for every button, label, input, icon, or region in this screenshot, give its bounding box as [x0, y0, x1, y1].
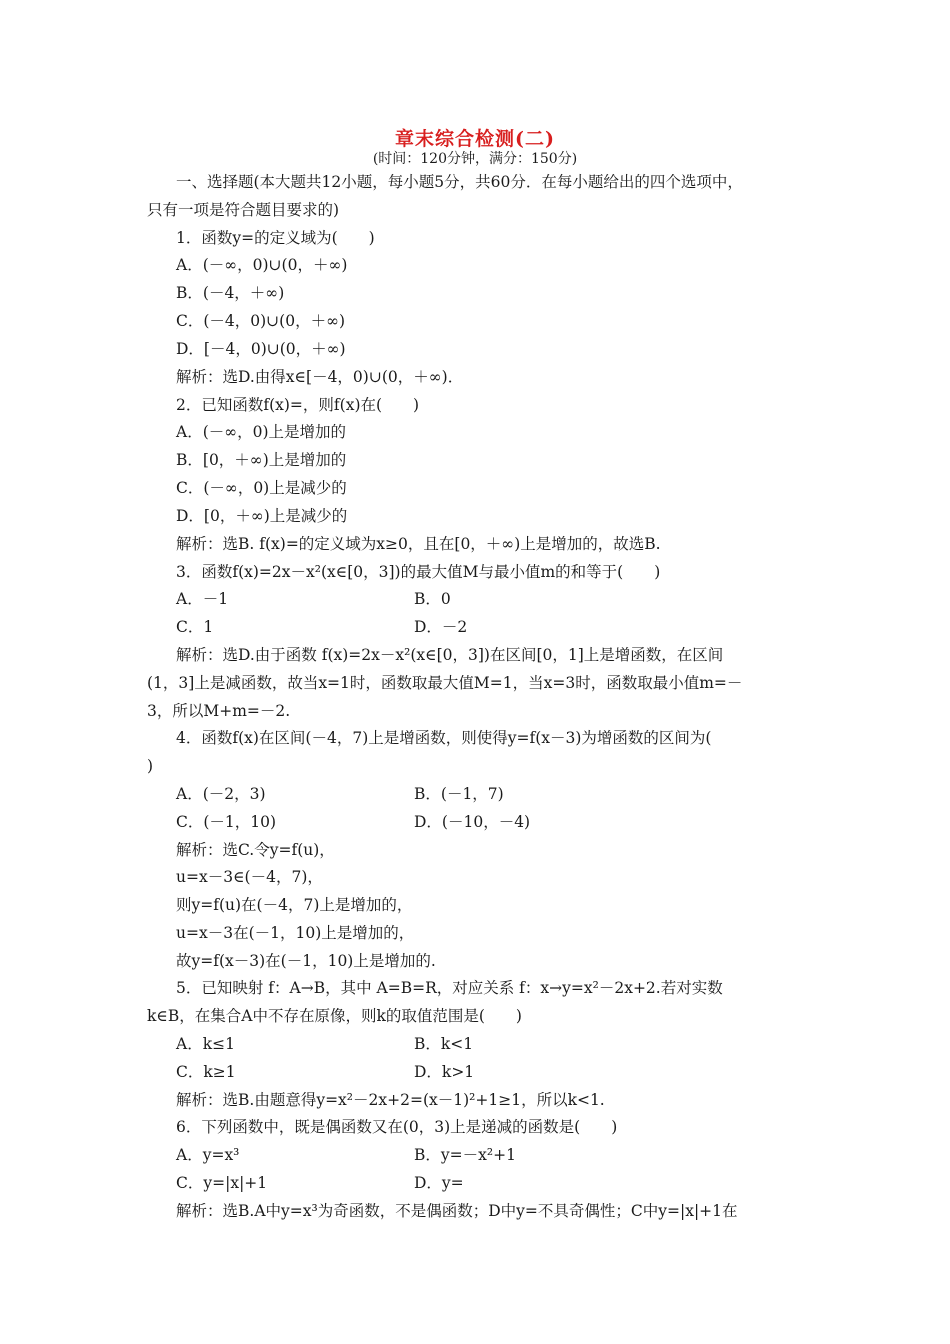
q1-stem: 1．函数y=的定义域为( ) — [176, 229, 375, 247]
q2-option-a: A．(－∞，0)上是增加的 — [176, 423, 347, 441]
q4-stem-cont: ) — [147, 757, 154, 775]
q1-option-c: C．(－4，0)∪(0，＋∞) — [176, 312, 346, 330]
q3-option-d: D．－2 — [414, 618, 468, 636]
q6-option-b: B．y=－x²+1 — [414, 1146, 516, 1164]
q4-solution: 解析：选C.令y=f(u)， — [176, 841, 335, 859]
q3-stem: 3．函数f(x)=2x－x²(x∈[0，3])的最大值M与最小值m的和等于( ) — [176, 563, 661, 581]
q1-solution: 解析：选D.由得x∈[－4，0)∪(0，＋∞)． — [176, 368, 464, 386]
q1-option-d: D．[－4，0)∪(0，＋∞) — [176, 340, 346, 358]
section-heading-cont: 只有一项是符合题目要求的) — [147, 201, 340, 219]
q4-solution-line: 则y=f(u)在(－4，7)上是增加的， — [176, 896, 413, 914]
q6-option-d: D．y= — [414, 1174, 464, 1192]
q1-option-b: B．(－4，＋∞) — [176, 284, 285, 302]
q5-option-d: D．k>1 — [414, 1063, 475, 1081]
q5-stem-cont: k∈B，在集合A中不存在原像，则k的取值范围是( ) — [147, 1007, 522, 1025]
q4-solution-line: u=x－3∈(－4，7)， — [176, 868, 323, 886]
q5-solution: 解析：选B.由题意得y=x²－2x+2=(x－1)²+1≥1，所以k<1. — [176, 1091, 605, 1109]
q4-option-d: D．(－10，－4) — [414, 813, 531, 831]
q2-option-c: C．(－∞，0)上是减少的 — [176, 479, 347, 497]
q3-solution-cont: 3，所以M+m=－2. — [147, 702, 291, 720]
q6-stem: 6．下列函数中，既是偶函数又在(0，3)上是递减的函数是( ) — [176, 1118, 618, 1136]
q5-option-a: A．k≤1 — [176, 1035, 235, 1053]
q5-option-b: B．k<1 — [414, 1035, 474, 1053]
document-title: 章末综合检测(二) — [395, 128, 555, 150]
q4-option-a: A．(－2，3) — [176, 785, 266, 803]
q2-stem: 2．已知函数f(x)=，则f(x)在( ) — [176, 396, 420, 414]
q3-solution: 解析：选D.由于函数 f(x)=2x－x²(x∈[0，3])在区间[0，1]上是增函数，在区间 — [176, 646, 724, 664]
q2-solution: 解析：选B. f(x)=的定义域为x≥0，且在[0，＋∞)上是增加的，故选B. — [176, 535, 661, 553]
q5-stem: 5．已知映射 f：A→B，其中 A=B=R，对应关系 f：x→y=x²－2x+2.若对实数 — [176, 979, 723, 997]
q3-option-c: C．1 — [176, 618, 214, 636]
q4-option-c: C．(－1，10) — [176, 813, 277, 831]
q6-solution: 解析：选B.A中y=x³为奇函数，不是偶函数；D中y=不具奇偶性；C中y=|x|+1在 — [176, 1202, 738, 1220]
q3-option-b: B．0 — [414, 590, 451, 608]
q4-solution-line: 故y=f(x－3)在(－1，10)上是增加的. — [176, 952, 436, 970]
q6-option-c: C．y=|x|+1 — [176, 1174, 268, 1192]
q6-option-a: A．y=x³ — [176, 1146, 240, 1164]
q4-option-b: B．(－1，7) — [414, 785, 504, 803]
q5-option-c: C．k≥1 — [176, 1063, 236, 1081]
section-heading: 一、选择题(本大题共12小题，每小题5分，共60分．在每小题给出的四个选项中， — [176, 173, 743, 191]
q3-solution-cont: (1，3]上是减函数，故当x=1时，函数取最大值M=1，当x=3时，函数取最小值m=－ — [147, 674, 743, 692]
document-subtitle: (时间：120分钟，满分：150分) — [372, 151, 578, 167]
q2-option-d: D．[0，＋∞)上是减少的 — [176, 507, 348, 525]
q1-option-a: A．(－∞，0)∪(0，＋∞) — [176, 256, 348, 274]
q3-option-a: A．－1 — [176, 590, 229, 608]
q4-stem: 4．函数f(x)在区间(－4，7)上是增函数，则使得y=f(x－3)为增函数的区间为( — [176, 729, 712, 747]
q4-solution-line: u=x－3在(－1，10)上是增加的， — [176, 924, 415, 942]
q2-option-b: B．[0，＋∞)上是增加的 — [176, 451, 347, 469]
